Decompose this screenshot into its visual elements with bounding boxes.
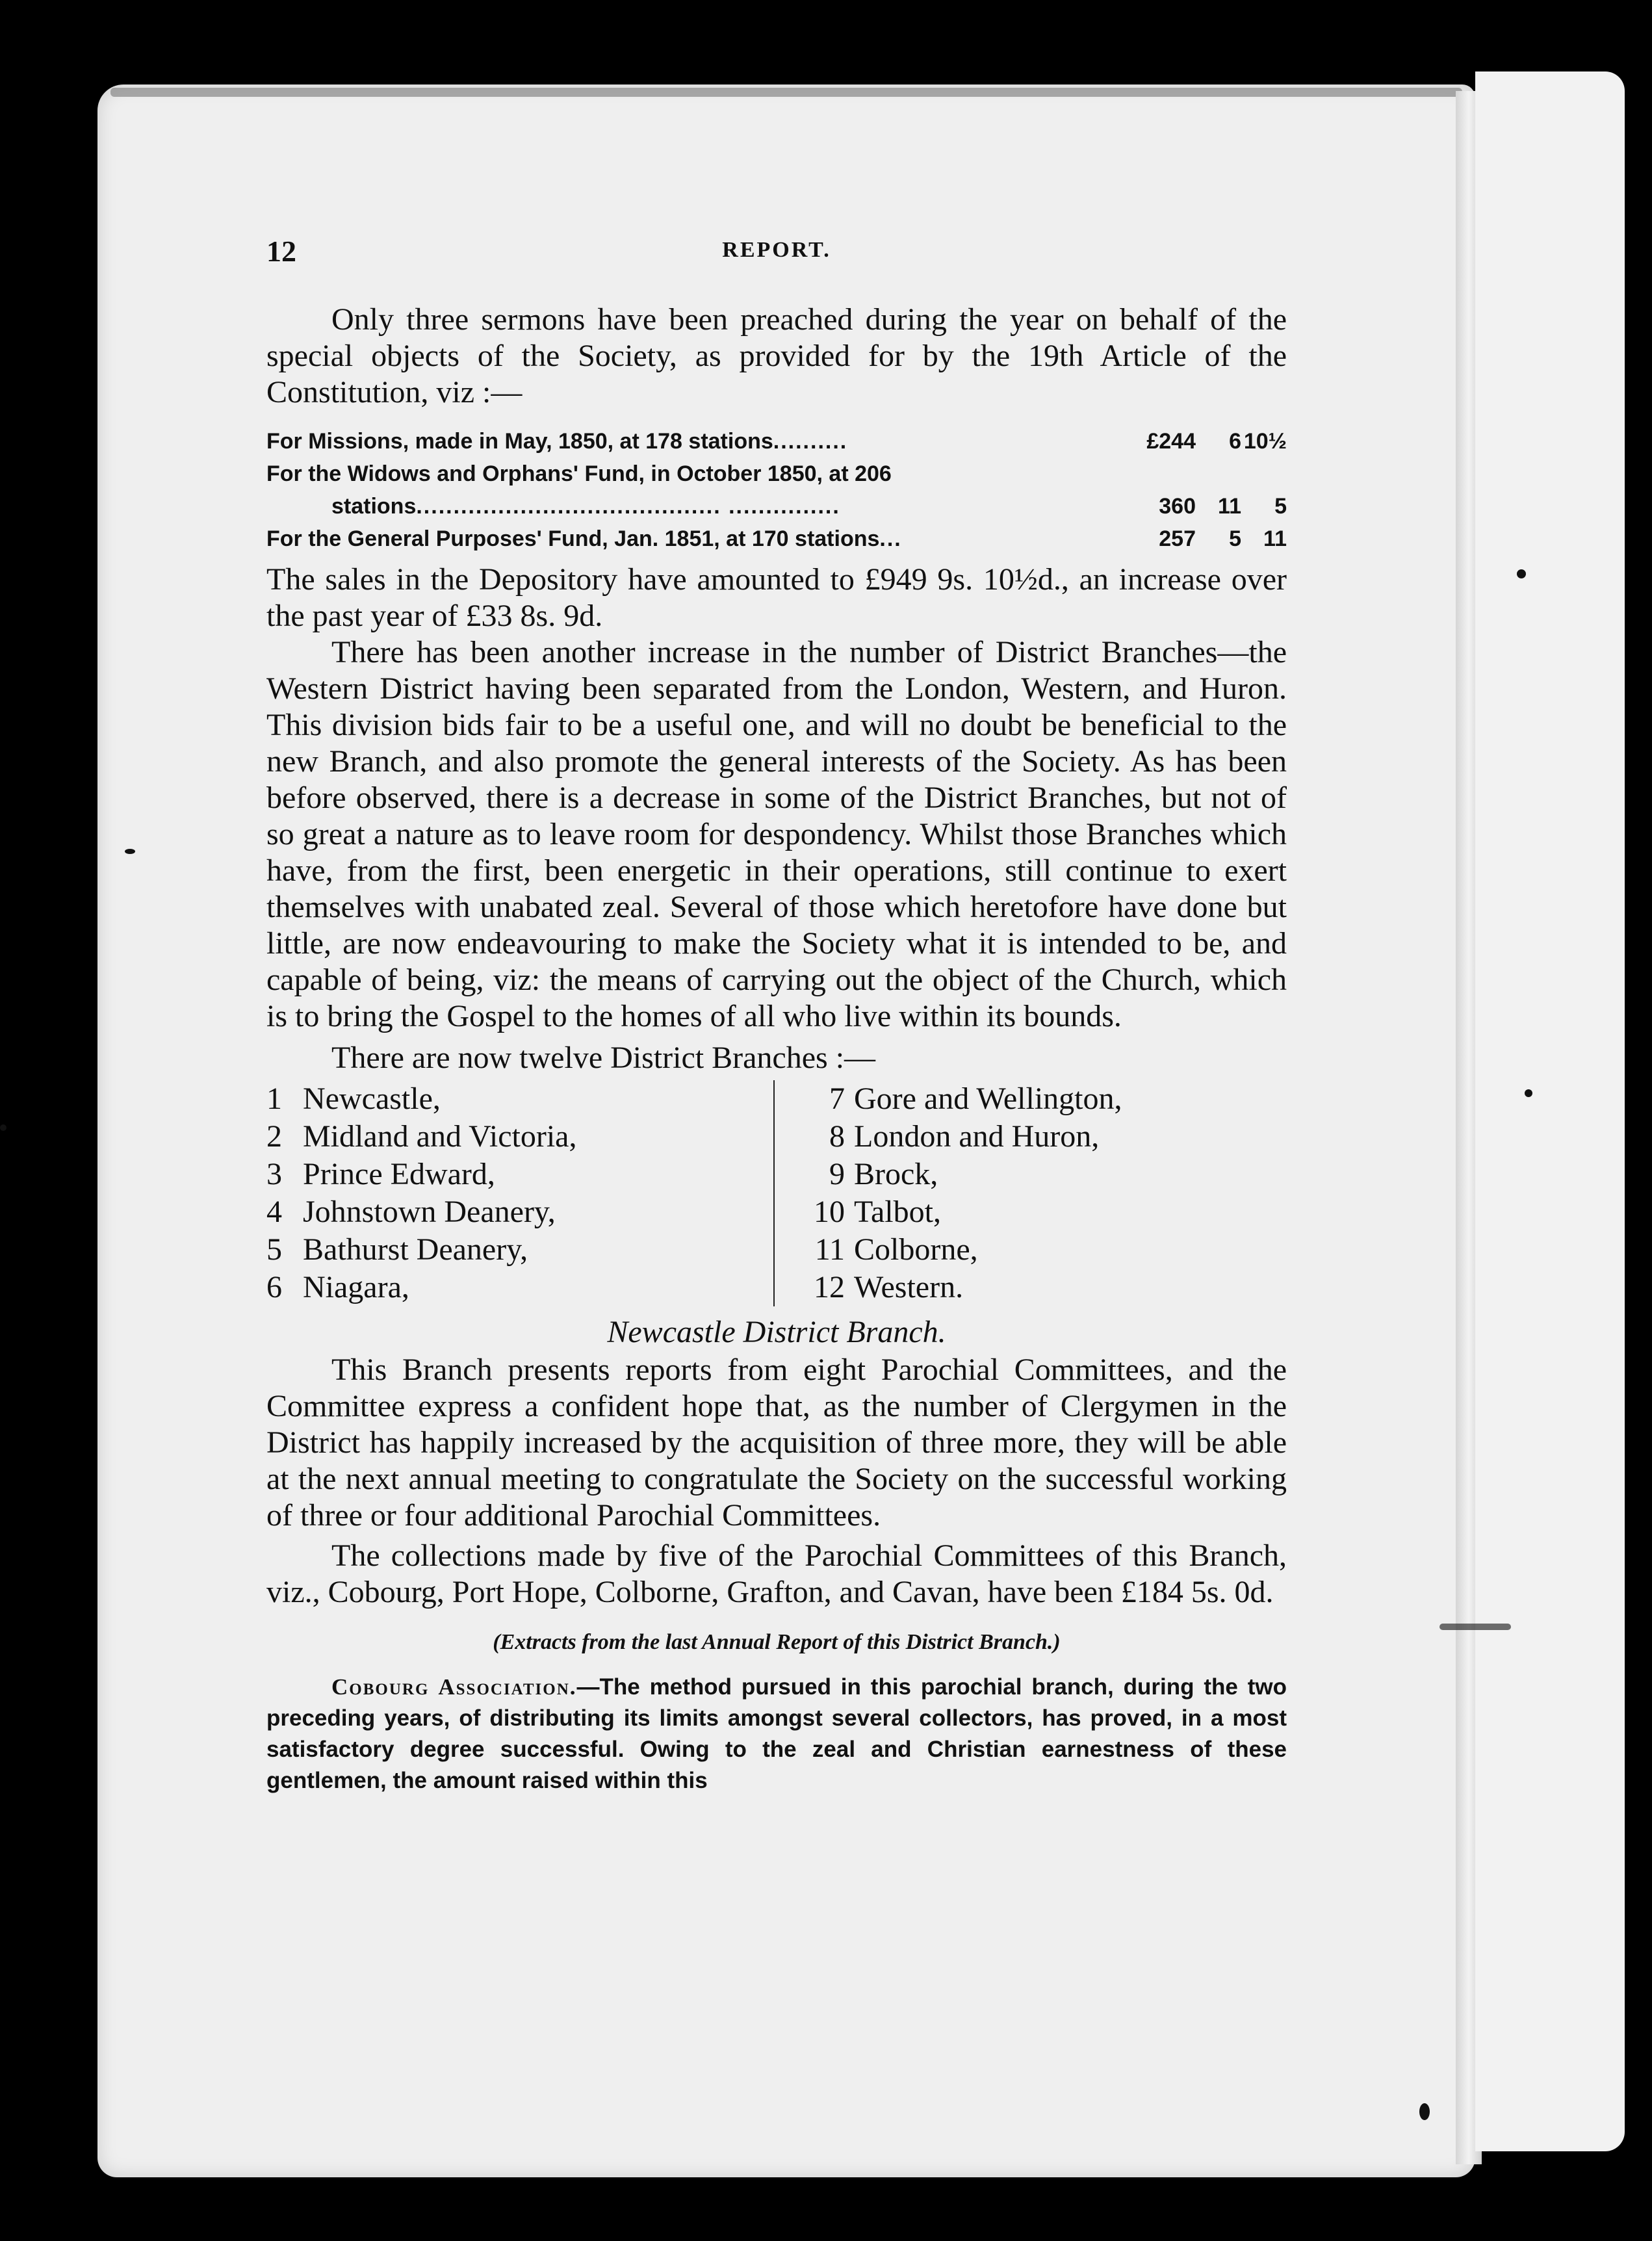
page-header (266, 234, 1287, 279)
branch-item (266, 1080, 773, 1118)
sermon-shillings: 5 (1229, 526, 1241, 551)
sermon-label: For Missions, made in May, 1850, at 178 stations (266, 429, 773, 454)
branch-number: 9 (829, 1157, 845, 1191)
branch-item (266, 1269, 773, 1306)
branches-intro: There are now twelve District Branches :— (331, 1041, 876, 1075)
branch-name: Prince Edward, (303, 1157, 495, 1191)
ink-speck (1419, 2103, 1430, 2120)
branch-item (801, 1080, 1122, 1118)
sermon-row-continued (266, 490, 1287, 523)
branch-number: 6 (266, 1270, 282, 1304)
branch-name: Brock, (854, 1157, 938, 1191)
branch-number: 11 (814, 1232, 845, 1267)
branch-number: 1 (266, 1082, 282, 1116)
ink-speck (1439, 1624, 1511, 1630)
branch-item (801, 1231, 1122, 1269)
branch-name: Gore and Wellington, (854, 1082, 1122, 1116)
branches-column-right (775, 1080, 1122, 1306)
branch-number: 8 (829, 1119, 845, 1154)
sermon-row (266, 425, 1287, 458)
sermon-pounds: 257 (1159, 526, 1196, 551)
intro-paragraph: Only three sermons have been preached during the year on behalf of the special objects of the Society, as provided for by the 19th Article of the Constitution, viz :— (266, 302, 1287, 409)
branch-item (801, 1156, 1122, 1193)
sermon-pence: 5 (1274, 494, 1287, 519)
branch-number: 5 (266, 1232, 282, 1267)
running-head: REPORT. (722, 238, 831, 262)
ink-speck (0, 1124, 6, 1131)
branch-name: Newcastle, (303, 1082, 441, 1116)
ink-speck (125, 849, 135, 854)
branch-name: Johnstown Deanery, (303, 1195, 556, 1229)
branch-item (266, 1231, 773, 1269)
facing-page (1475, 71, 1625, 2151)
cobourg-text: —The method pursued in this parochial branch, during the two preceding years, of distributing its limits amongst several collectors, has proved, in a most satisfactory degree successful. Owing to the zeal and Christian earnestness of these gentlemen, the amount raised within this (266, 1674, 1287, 1793)
sermon-row (266, 458, 1287, 490)
branch-name: Colborne, (854, 1232, 978, 1267)
branch-number: 12 (814, 1270, 845, 1304)
branch-item (801, 1193, 1122, 1231)
sermon-shillings: 11 (1218, 494, 1241, 519)
branch-number: 4 (266, 1195, 282, 1229)
branch-paragraph-1: This Branch presents reports from eight Parochial Committees, and the Committee express a confident hope that, as the number of Clergymen in the District has happily increased by the acquisition of three more, they will be able at the next annual meeting to congratulate the Society on the successful working of three or four additional Parochial Committees. (266, 1353, 1287, 1533)
cobourg-paragraph (266, 1672, 1287, 1796)
sermon-pounds: £244 (1146, 429, 1196, 454)
branch-number: 3 (266, 1157, 282, 1191)
sermon-label-continued: stations (331, 494, 417, 519)
extract-note: (Extracts from the last Annual Report of this District Branch.) (493, 1630, 1061, 1654)
branch-name: Talbot, (854, 1195, 941, 1229)
sermon-pence: 11 (1263, 526, 1287, 551)
branch-item (266, 1156, 773, 1193)
branch-number: 2 (266, 1119, 282, 1154)
page-top-edge (110, 88, 1462, 97)
sermon-pounds: 360 (1159, 494, 1196, 519)
dot-leader: ......................................... ............... (416, 494, 840, 519)
branch-name: Niagara, (303, 1270, 409, 1304)
cobourg-lead: Cobourg Association. (331, 1674, 577, 1700)
sermon-label: For the Widows and Orphans' Fund, in October 1850, at 206 (266, 461, 892, 486)
sermons-list (266, 425, 1287, 555)
branches-table (266, 1080, 1287, 1306)
branch-item (801, 1118, 1122, 1156)
page-content (266, 234, 1287, 1796)
sermon-pence: 10½ (1243, 429, 1287, 454)
section-heading: Newcastle District Branch. (607, 1315, 946, 1349)
branch-number: 7 (829, 1082, 845, 1116)
increase-paragraph: There has been another increase in the number of District Branches—the Western District having been separated from the London, Western, and Huron. This division bids fair to be a useful one, and will no doubt be beneficial to the new Branch, and also promote the general interests of the Society. As has been before observed, there is a decrease in some of the District Branches, but not of so great a nature as to leave room for despondency. Whilst those Branches which have, from the first, been energetic in their operations, still continue to exert themselves with unabated zeal. Several of those which heretofore have done but little, are now endeavouring to make the Society what it is intended to be, and capable of being, viz: the means of carrying out the object of the Church, which is to bring the Gospel to the homes of all who live within its bounds. (266, 635, 1287, 1033)
branch-name: Bathurst Deanery, (303, 1232, 528, 1267)
branch-item (266, 1193, 773, 1231)
page-number: 12 (266, 235, 296, 268)
ink-speck (1525, 1089, 1532, 1097)
dot-leader: .......... (773, 429, 848, 454)
branch-item (801, 1269, 1122, 1306)
sales-paragraph: The sales in the Depository have amounted to £949 9s. 10½d., an increase over the past year of £33 8s. 9d. (266, 562, 1287, 633)
sermon-row (266, 523, 1287, 555)
branch-number: 10 (814, 1195, 845, 1229)
sermon-label: For the General Purposes' Fund, Jan. 1851, at 170 stations (266, 526, 880, 551)
branch-paragraph-2: The collections made by five of the Parochial Committees of this Branch, viz., Cobourg, Port Hope, Colborne, Grafton, and Cavan, have been £184 5s. 0d. (266, 1538, 1287, 1609)
dot-leader: ... (879, 526, 902, 551)
sermon-shillings: 6 (1229, 429, 1241, 454)
branch-item (266, 1118, 773, 1156)
ink-speck (1517, 569, 1526, 578)
branch-name: London and Huron, (854, 1119, 1100, 1154)
branch-name: Midland and Victoria, (303, 1119, 577, 1154)
branch-name: Western. (854, 1270, 964, 1304)
branches-column-left (266, 1080, 775, 1306)
